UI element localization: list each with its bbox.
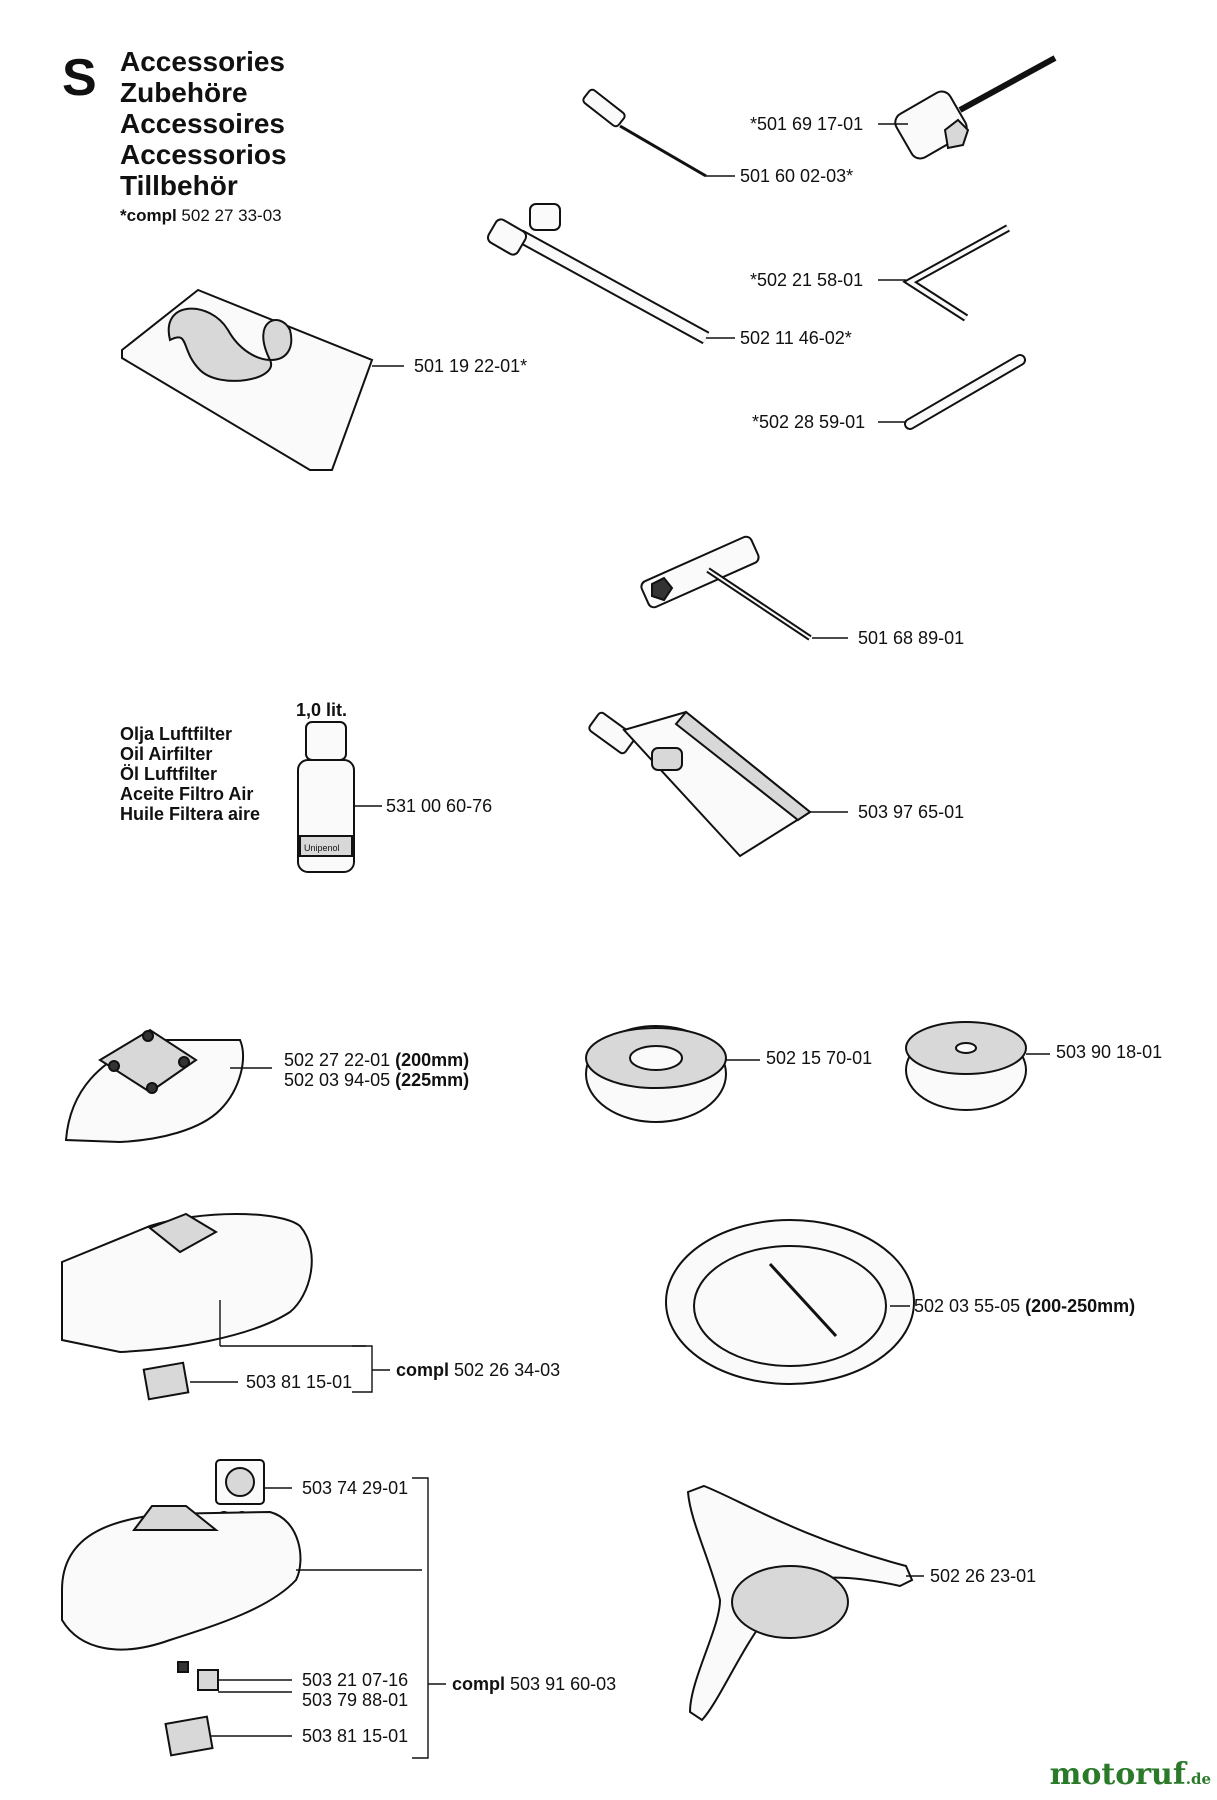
blade-guard-drawing bbox=[688, 1486, 924, 1720]
page-title bbox=[120, 46, 287, 201]
compl-prefix: *compl bbox=[120, 206, 177, 225]
trimmer-compl-number: 503 91 60-03 bbox=[510, 1674, 617, 1694]
guard-large-compl-number: 502 26 34-03 bbox=[454, 1360, 561, 1380]
label-blade-guard: 502 26 23-01 bbox=[930, 1566, 1037, 1586]
label-trimmer-compl bbox=[452, 1674, 616, 1695]
trimmer-guard-drawing bbox=[62, 1460, 446, 1758]
trimmer-compl-prefix: compl bbox=[452, 1674, 506, 1694]
label-screwdriver: 501 60 02-03* bbox=[740, 166, 854, 186]
label-harness: 501 19 22-01* bbox=[414, 356, 528, 376]
oil-bottle-label: Unipenol bbox=[304, 843, 340, 853]
label-guard-ring bbox=[914, 1296, 1135, 1317]
compl-kit-number bbox=[120, 206, 282, 226]
label-combi-wrench: 502 11 46-02* bbox=[740, 328, 852, 348]
hex-key-drawing bbox=[878, 228, 1008, 318]
oil-name-english: Oil Airfilter bbox=[120, 744, 213, 764]
plug-wrench-drawing bbox=[878, 58, 1055, 162]
guard-small-b-size: (225mm) bbox=[395, 1070, 470, 1090]
label-guard-large-compl bbox=[396, 1360, 560, 1381]
label-guard-large-plate: 503 81 15-01 bbox=[246, 1372, 353, 1392]
guard-small-drawing bbox=[66, 1030, 272, 1142]
support-cup-b-drawing bbox=[906, 1022, 1050, 1110]
grease-tube-drawing bbox=[588, 711, 848, 856]
brand-logo-name: motoruf bbox=[1049, 1757, 1186, 1792]
t-wrench-drawing bbox=[639, 535, 848, 638]
guard-ring-size: (200-250mm) bbox=[1025, 1296, 1136, 1316]
oil-description bbox=[120, 724, 260, 824]
title-english: Accessories bbox=[120, 46, 286, 77]
label-support-cup-b: 503 90 18-01 bbox=[1056, 1042, 1163, 1062]
oil-name-swedish: Olja Luftfilter bbox=[120, 724, 232, 744]
label-hex-key: *502 21 58-01 bbox=[750, 270, 864, 290]
label-support-cup-a: 502 15 70-01 bbox=[766, 1048, 873, 1068]
oil-name-spanish: Aceite Filtro Air bbox=[120, 784, 254, 804]
guard-small-a-number: 502 27 22-01 bbox=[284, 1050, 391, 1070]
oil-name-french: Huile Filtera aire bbox=[120, 804, 261, 824]
label-pin: *502 28 59-01 bbox=[752, 412, 866, 432]
label-trimmer-plate: 503 81 15-01 bbox=[302, 1726, 409, 1746]
title-french: Accessoires bbox=[120, 108, 286, 139]
support-cup-a-drawing bbox=[586, 1026, 760, 1122]
label-grease-tube: 503 97 65-01 bbox=[858, 802, 965, 822]
guard-large-compl-prefix: compl bbox=[396, 1360, 450, 1380]
oil-volume: 1,0 lit. bbox=[296, 700, 348, 720]
label-plug-wrench: *501 69 17-01 bbox=[750, 114, 864, 134]
compl-number: 502 27 33-03 bbox=[181, 206, 282, 225]
oil-name-german: Öl Luftfilter bbox=[120, 764, 217, 784]
title-german: Zubehöre bbox=[120, 77, 248, 108]
oil-bottle-drawing bbox=[298, 722, 382, 872]
label-oil-bottle: 531 00 60-76 bbox=[386, 796, 493, 816]
guard-small-b-number: 502 03 94-05 bbox=[284, 1070, 391, 1090]
label-trimmer-head: 503 74 29-01 bbox=[302, 1478, 409, 1498]
label-guard-small-b bbox=[284, 1070, 469, 1091]
label-washer: 503 79 88-01 bbox=[302, 1690, 409, 1710]
label-screw: 503 21 07-16 bbox=[302, 1670, 409, 1690]
guard-ring-number: 502 03 55-05 bbox=[914, 1296, 1021, 1316]
brand-logo bbox=[1050, 1757, 1211, 1792]
combi-wrench-drawing bbox=[486, 204, 735, 338]
title-spanish: Accessorios bbox=[120, 139, 287, 170]
guard-ring-drawing bbox=[666, 1220, 914, 1384]
harness-drawing bbox=[122, 290, 404, 470]
brand-logo-tld: .de bbox=[1185, 1770, 1211, 1788]
pin-drawing bbox=[878, 360, 1020, 424]
title-swedish: Tillbehör bbox=[120, 170, 238, 201]
label-t-wrench: 501 68 89-01 bbox=[858, 628, 965, 648]
screwdriver-drawing bbox=[582, 88, 735, 176]
section-letter: S bbox=[62, 49, 97, 107]
label-guard-small-a bbox=[284, 1050, 469, 1071]
guard-small-a-size: (200mm) bbox=[395, 1050, 470, 1070]
